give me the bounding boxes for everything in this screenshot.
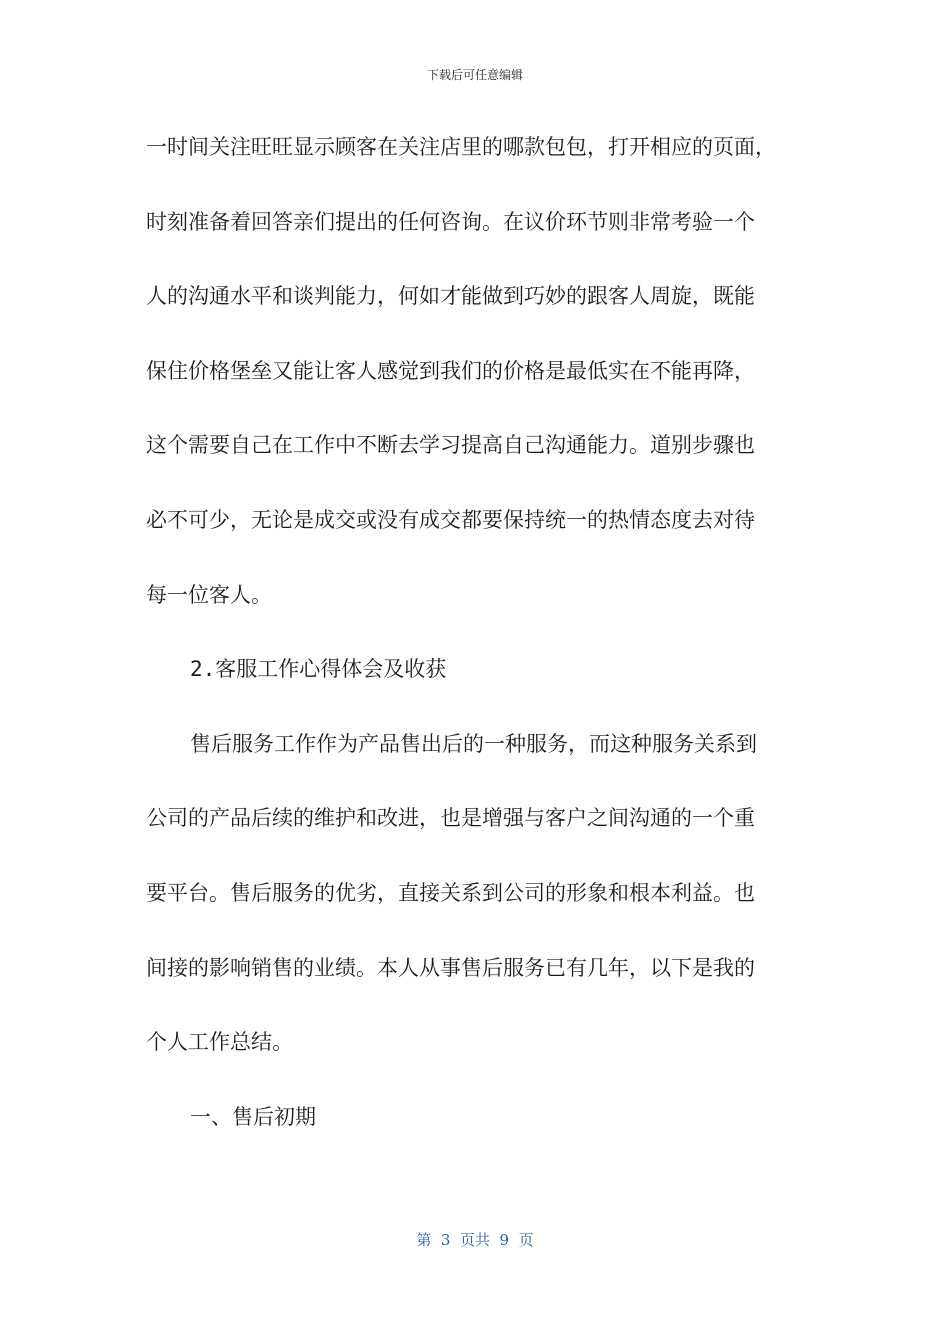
text-line: 这个需要自己在工作中不断去学习提高自己沟通能力。道别步骤也 [146, 433, 755, 458]
text-line: 间接的影响销售的业绩。本人从事售后服务已有几年，以下是我的 [146, 955, 755, 980]
text-line: 个人工作总结。 [146, 1030, 293, 1055]
text-line: 必不可少，无论是成交或没有成交都要保持统一的热情态度去对待 [146, 507, 755, 532]
text-line: 人的沟通水平和谈判能力，何如才能做到巧妙的跟客人周旋，既能 [146, 284, 755, 309]
header-note: 下载后可任意编辑 [426, 68, 523, 82]
section-heading: 一、售后初期 [190, 1104, 316, 1129]
text-line: 保住价格堡垒又能让客人感觉到我们的价格是最低实在不能再降， [146, 358, 755, 383]
text-line: 要平台。售后服务的优劣，直接关系到公司的形象和根本利益。也 [146, 880, 755, 905]
body-text [146, 126, 806, 1170]
text-line: 一时间关注旺旺显示顾客在关注店里的哪款包包，打开相应的页面， [146, 135, 776, 159]
section-heading: 2.客服工作心得体会及收获 [190, 657, 447, 682]
text-line: 公司的产品后续的维护和改进，也是增强与客户之间沟通的一个重 [146, 806, 755, 831]
page-number-footer: 第 3 页共 9 页 [416, 1231, 534, 1249]
text-line: 时刻准备着回答亲们提出的任何咨询。在议价环节则非常考验一个 [146, 209, 755, 234]
text-line: 售后服务工作作为产品售出后的一种服务，而这种服务关系到 [190, 731, 757, 756]
text-line: 每一位客人。 [146, 582, 272, 607]
